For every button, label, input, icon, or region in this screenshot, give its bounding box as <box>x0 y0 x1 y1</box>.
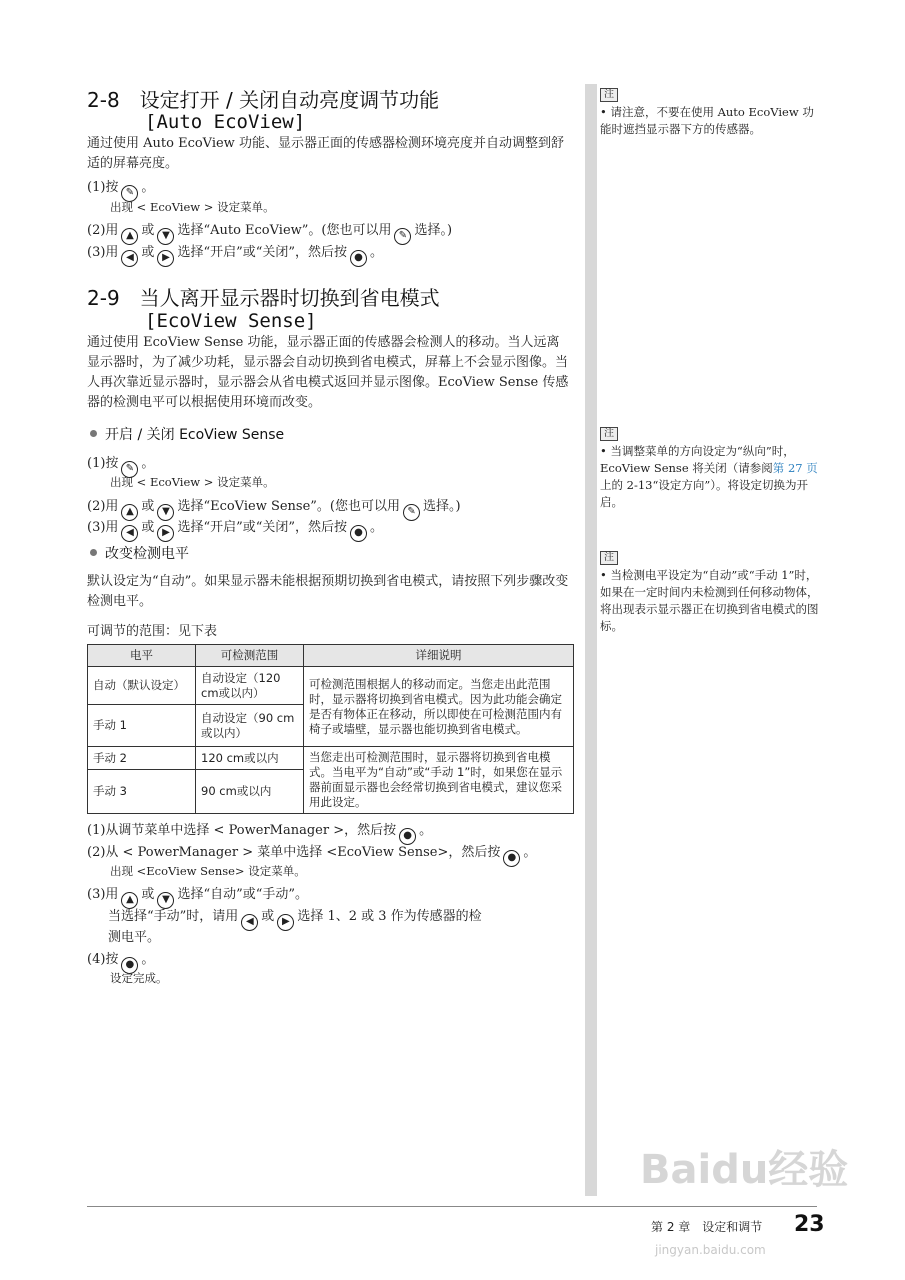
section-2-8-intro: 通过使用 Auto EcoView 功能、显示器正面的传感器检测环境亮度并自动调整到舒适的屏幕亮度。 <box>87 136 564 171</box>
page-27-link[interactable]: 第 27 页 <box>772 461 818 475</box>
left-button-icon: ◀ <box>121 525 138 542</box>
up-button-icon: ▲ <box>121 892 138 909</box>
table-header-row <box>88 645 574 667</box>
section-2-9-subtitle: [EcoView Sense] <box>145 310 317 332</box>
note-tag: 注 <box>600 88 618 102</box>
table-row <box>88 667 574 705</box>
sec28-step-3: (3)用 ◀ 或 ▶ 选择“开启”或“关闭”，然后按 ● 。 <box>87 243 383 267</box>
left-button-icon: ◀ <box>241 914 258 931</box>
section-2-8-subtitle: [Auto EcoView] <box>145 111 306 133</box>
table-cell: 自动设定（90 cm或以内） <box>196 705 304 747</box>
level-intro: 默认设定为“自动”。如果显示器未能根据预期切换到省电模式，请按照下列步骤改变检测电平。 <box>87 574 569 609</box>
down-button-icon: ▼ <box>157 892 174 909</box>
note-2 <box>600 423 825 511</box>
baidu-watermark-url: jingyan.baidu.com <box>655 1243 766 1257</box>
change-step-4-note: 设定完成。 <box>110 971 168 985</box>
table-cell: 120 cm或以内 <box>196 747 304 770</box>
table-cell: 手动 2 <box>88 747 196 770</box>
right-button-icon: ▶ <box>277 914 294 931</box>
bullet-dot <box>90 430 97 437</box>
sec29-step-3: (3)用 ◀ 或 ▶ 选择“开启”或“关闭”，然后按 ● 。 <box>87 518 383 542</box>
footer-divider <box>87 1206 817 1207</box>
table-cell: 手动 1 <box>88 705 196 747</box>
note-1 <box>600 84 825 138</box>
eco-button-icon: ✎ <box>121 461 138 478</box>
up-button-icon: ▲ <box>121 504 138 521</box>
sec29-step-2: (2)用 ▲ 或 ▼ 选择“EcoView Sense”。(您也可以用 ✎ 选择。) <box>87 497 461 521</box>
down-button-icon: ▼ <box>157 228 174 245</box>
sidebar-divider <box>585 84 597 1196</box>
table-header: 详细说明 <box>304 645 574 667</box>
change-step-2: (2)从 < PowerManager > 菜单中选择 <EcoView Sense>，然后按 ● 。 <box>87 843 536 867</box>
note-1-text: • 请注意，不要在使用 Auto EcoView 功能时遮挡显示器下方的传感器。 <box>600 105 814 136</box>
section-2-8-title: 2-8 设定打开 / 关闭自动亮度调节功能 <box>87 88 440 112</box>
level-table <box>87 644 574 814</box>
note-2-text: • 当调整菜单的方向设定为“纵向”时，EcoView Sense 将关闭（请参阅第 27 页上的 2-13“设定方向”）。将设定切换为开启。 <box>600 444 818 509</box>
sec28-step-1-note: 出现 < EcoView > 设定菜单。 <box>110 200 275 214</box>
change-step-4: (4)按 ● 。 <box>87 950 154 974</box>
eco-button-icon: ✎ <box>394 228 411 245</box>
footer-chapter: 第 2 章 设定和调节 <box>651 1220 763 1234</box>
change-step-1: (1)从调节菜单中选择 < PowerManager >，然后按 ● 。 <box>87 821 432 845</box>
table-cell: 手动 3 <box>88 770 196 814</box>
eco-button-icon: ✎ <box>121 185 138 202</box>
range-label: 可调节的范围：见下表 <box>87 624 218 639</box>
down-button-icon: ▼ <box>157 504 174 521</box>
sec28-step-1: (1)按 ✎ 。 <box>87 178 154 202</box>
baidu-watermark: Baidu经验 <box>640 1147 849 1193</box>
change-step-3-line-2: 当选择“手动”时，请用 ◀ 或 ▶ 选择 1、2 或 3 作为传感器的检 <box>108 907 482 931</box>
table-cell: 自动（默认设定） <box>88 667 196 705</box>
table-row <box>88 747 574 770</box>
up-button-icon: ▲ <box>121 228 138 245</box>
table-header: 电平 <box>88 645 196 667</box>
note-tag: 注 <box>600 551 618 565</box>
table-cell: 当您走出可检测范围时，显示器将切换到省电模式。当电平为“自动”或“手动 1”时，如果您在显示器前面显示器也会经常切换到省电模式，建议您采用此设定。 <box>304 747 574 814</box>
sec29-step-1-note: 出现 < EcoView > 设定菜单。 <box>110 475 275 489</box>
bullet-dot <box>90 549 97 556</box>
change-step-3: (3)用 ▲ 或 ▼ 选择“自动”或“手动”。 <box>87 885 308 909</box>
table-cell: 90 cm或以内 <box>196 770 304 814</box>
bullet-heading-level: 改变检测电平 <box>90 544 189 564</box>
page-number: 23 <box>794 1212 825 1237</box>
eco-button-icon: ✎ <box>403 504 420 521</box>
table-cell: 可检测范围根据人的移动而定。当您走出此范围时，显示器将切换到省电模式。因为此功能会确定是否有物体正在移动，所以即使在可检测范围内有椅子或墙壁，显示器也能切换到省电模式。 <box>304 667 574 747</box>
enter-button-icon: ● <box>121 957 138 974</box>
right-button-icon: ▶ <box>157 525 174 542</box>
enter-button-icon: ● <box>503 850 520 867</box>
enter-button-icon: ● <box>399 828 416 845</box>
enter-button-icon: ● <box>350 525 367 542</box>
note-tag: 注 <box>600 427 618 441</box>
change-step-3-line-3: 测电平。 <box>108 930 161 945</box>
change-step-2-note: 出现 <EcoView Sense> 设定菜单。 <box>110 864 306 878</box>
enter-button-icon: ● <box>350 250 367 267</box>
section-2-9-intro: 通过使用 EcoView Sense 功能，显示器正面的传感器会检测人的移动。当人远离显示器时，为了减少功耗，显示器会自动切换到省电模式，屏幕上不会显示图像。当人再次靠近显示器时，显示器会从省电模式返回并显示图像。EcoView Sense 传感器的检测电平可以根据使用环境而改变。 <box>87 335 569 410</box>
note-3-text: • 当检测电平设定为“自动”或“手动 1”时，如果在一定时间内未检测到任何移动物体，将出现表示显示器正在切换到省电模式的图标。 <box>600 568 819 633</box>
section-2-9-title: 2-9 当人离开显示器时切换到省电模式 <box>87 286 440 310</box>
bullet-heading-toggle: 开启 / 关闭 EcoView Sense <box>90 425 284 445</box>
table-cell: 自动设定（120 cm或以内） <box>196 667 304 705</box>
left-button-icon: ◀ <box>121 250 138 267</box>
sec29-step-1: (1)按 ✎ 。 <box>87 454 154 478</box>
note-3 <box>600 547 825 635</box>
table-header: 可检测范围 <box>196 645 304 667</box>
sec28-step-2: (2)用 ▲ 或 ▼ 选择“Auto EcoView”。(您也可以用 ✎ 选择。) <box>87 221 452 245</box>
right-button-icon: ▶ <box>157 250 174 267</box>
